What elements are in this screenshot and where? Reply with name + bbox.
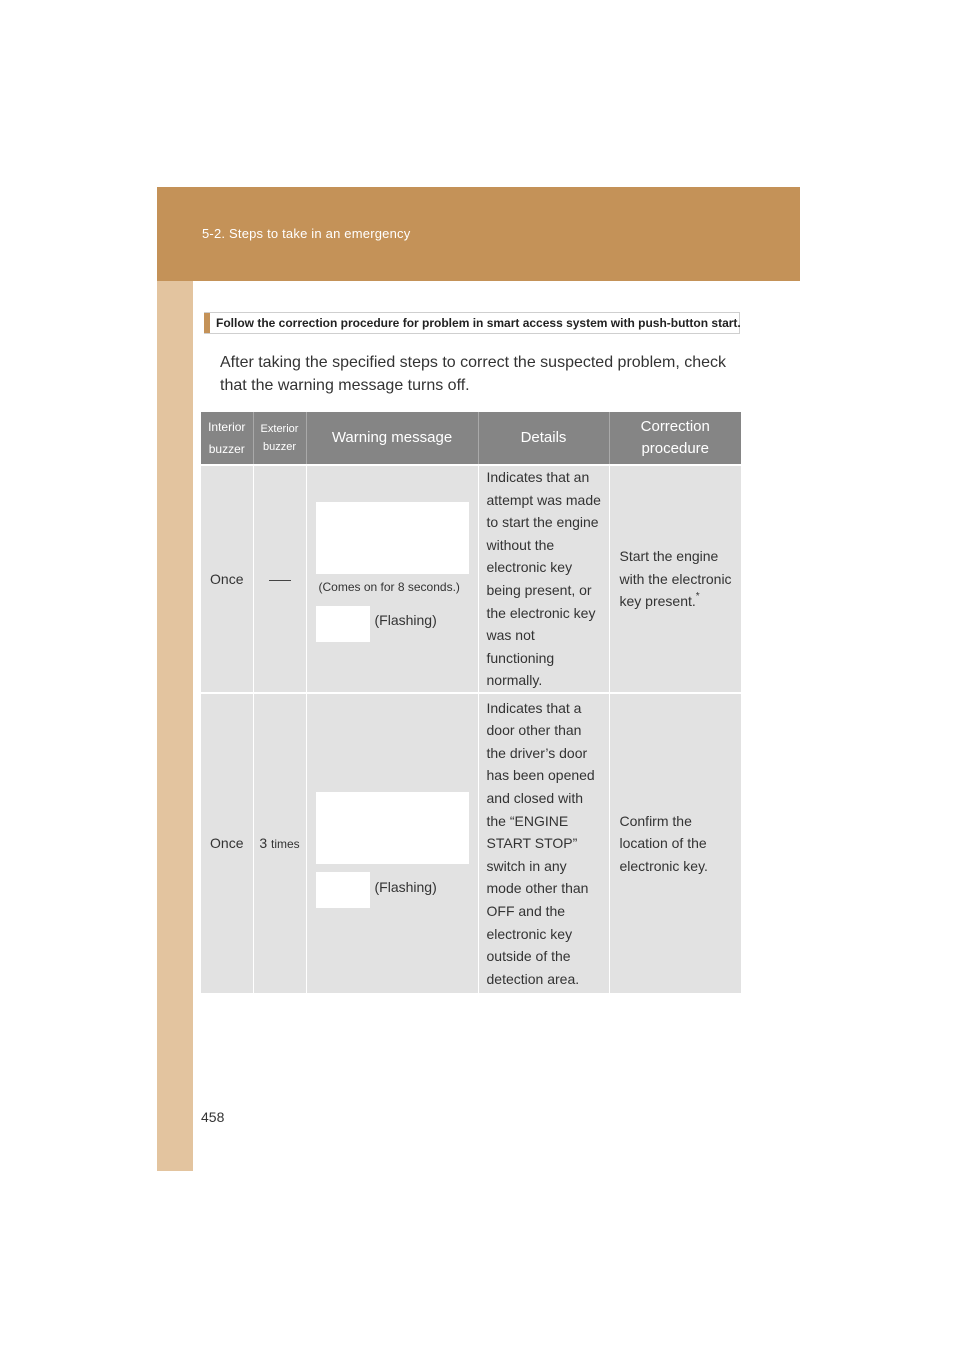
exterior-unit: times [271,837,300,852]
exterior-buzzer-cell [253,465,306,693]
warning-display-image [316,792,469,864]
warning-message-cell [306,693,478,993]
key-indicator-image [316,872,370,908]
header-details: Details [478,412,609,465]
header-exterior-buzzer: Exterior buzzer [253,412,306,465]
flashing-label: (Flashing) [374,612,437,628]
header-warning-message: Warning message [306,412,478,465]
chapter-title: 5-2. Steps to take in an emergency [202,226,411,241]
section-accent [204,313,210,333]
interior-buzzer-cell: Once [201,693,253,993]
details-cell: Indicates that a door other than the driver’s door has been opened and closed with the “ENGINE START STOP” switch in any mode other than OFF and the electronic key outside of the detection area. [478,693,609,993]
footnote-mark: * [695,591,700,603]
section-heading: Follow the correction procedure for problem in smart access system with push-button start. [216,316,741,330]
page-number: 458 [201,1109,225,1125]
correction-cell [609,465,741,693]
interior-buzzer-cell: Once [201,465,253,693]
correction-text: Start the engine with the electronic key present. [619,548,732,610]
display-duration-note: (Comes on for 8 seconds.) [318,580,460,594]
key-indicator-image [316,606,370,642]
warning-message-cell [306,465,478,693]
table-row [201,465,741,693]
table-row [201,693,741,993]
intro-paragraph: After taking the specified steps to correct the suspected problem, check that the warning message turns off. [220,354,727,394]
exterior-buzzer-cell [253,693,306,993]
exterior-count: 3 [259,835,268,852]
side-tab-strip [157,281,193,1171]
warning-table [201,412,741,993]
section-heading-bar [204,312,740,334]
table-header-row [201,412,741,465]
warning-display-image [316,502,469,574]
correction-cell: Confirm the location of the electronic key. [609,693,741,993]
flashing-label: (Flashing) [374,878,437,895]
details-cell: Indicates that an attempt was made to start the engine without the electronic key being present, or the electronic key was not functioning normally. [478,465,609,693]
none-dash [269,580,291,581]
header-interior-buzzer: Interior buzzer [201,412,253,465]
header-correction-procedure: Correction procedure [609,412,741,465]
